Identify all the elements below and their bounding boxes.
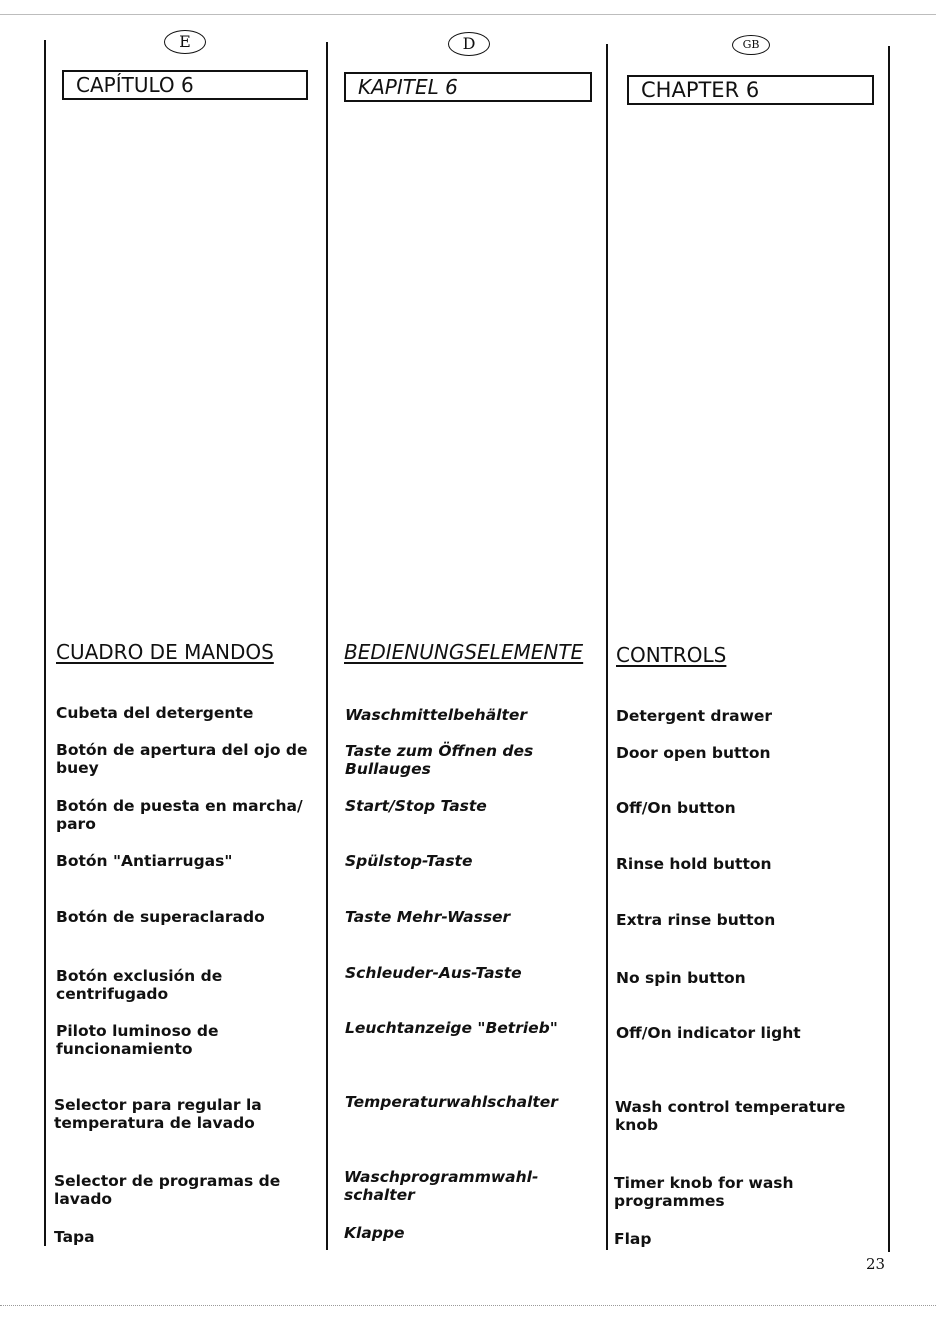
list-item: Cubeta del detergente <box>56 704 254 722</box>
section-title-e: CUADRO DE MANDOS <box>56 640 274 664</box>
list-item: Klappe <box>344 1224 405 1242</box>
list-item: Rinse hold button <box>616 855 772 873</box>
column-rule-middle-right <box>606 44 608 1250</box>
language-badge-d: D <box>448 32 490 56</box>
column-rule-right <box>888 46 890 1252</box>
list-item: Wash control temperature knob <box>615 1098 846 1134</box>
list-item: Waschmittelbehälter <box>345 706 528 724</box>
list-item: Botón exclusión de centrifugado <box>56 967 223 1003</box>
chapter-heading-gb: CHAPTER 6 <box>627 75 874 105</box>
list-item: Selector de programas de lavado <box>54 1172 281 1208</box>
list-item: Timer knob for wash programmes <box>614 1174 794 1210</box>
list-item: Leuchtanzeige "Betrieb" <box>345 1019 558 1037</box>
list-item: Off/On indicator light <box>616 1024 801 1042</box>
list-item: Off/On button <box>616 799 736 817</box>
list-item: Taste Mehr-Wasser <box>345 908 511 926</box>
list-item: Botón de superaclarado <box>56 908 265 926</box>
chapter-heading-e: CAPÍTULO 6 <box>62 70 308 100</box>
list-item: Detergent drawer <box>616 707 773 725</box>
list-item: Botón de apertura del ojo de buey <box>56 741 308 777</box>
list-item: Selector para regular la temperatura de lavado <box>54 1096 262 1132</box>
chapter-heading-d: KAPITEL 6 <box>344 72 592 102</box>
list-item: Spülstop-Taste <box>345 852 473 870</box>
language-badge-e: E <box>164 30 206 54</box>
bottom-rule <box>0 1305 936 1306</box>
page-number: 23 <box>866 1255 886 1273</box>
list-item: Temperaturwahlschalter <box>345 1093 558 1111</box>
top-rule <box>0 14 936 15</box>
list-item: Flap <box>614 1230 652 1248</box>
list-item: Extra rinse button <box>616 911 776 929</box>
list-item: Waschprogrammwahl-schalter <box>344 1168 539 1204</box>
list-item: Schleuder-Aus-Taste <box>345 964 522 982</box>
language-badge-gb: GB <box>732 35 770 55</box>
list-item: Tapa <box>54 1228 95 1246</box>
list-item: Taste zum Öffnen des Bullauges <box>345 742 534 778</box>
list-item: Botón "Antiarrugas" <box>56 852 233 870</box>
list-item: Piloto luminoso de funcionamiento <box>56 1022 219 1058</box>
section-title-gb: CONTROLS <box>616 643 727 667</box>
list-item: Start/Stop Taste <box>345 797 487 815</box>
section-title-d: BEDIENUNGSELEMENTE <box>344 640 584 664</box>
list-item: Door open button <box>616 744 771 762</box>
list-item: Botón de puesta en marcha/ paro <box>56 797 303 833</box>
column-rule-left <box>44 40 46 1246</box>
list-item: No spin button <box>616 969 746 987</box>
column-rule-middle-left <box>326 42 328 1250</box>
